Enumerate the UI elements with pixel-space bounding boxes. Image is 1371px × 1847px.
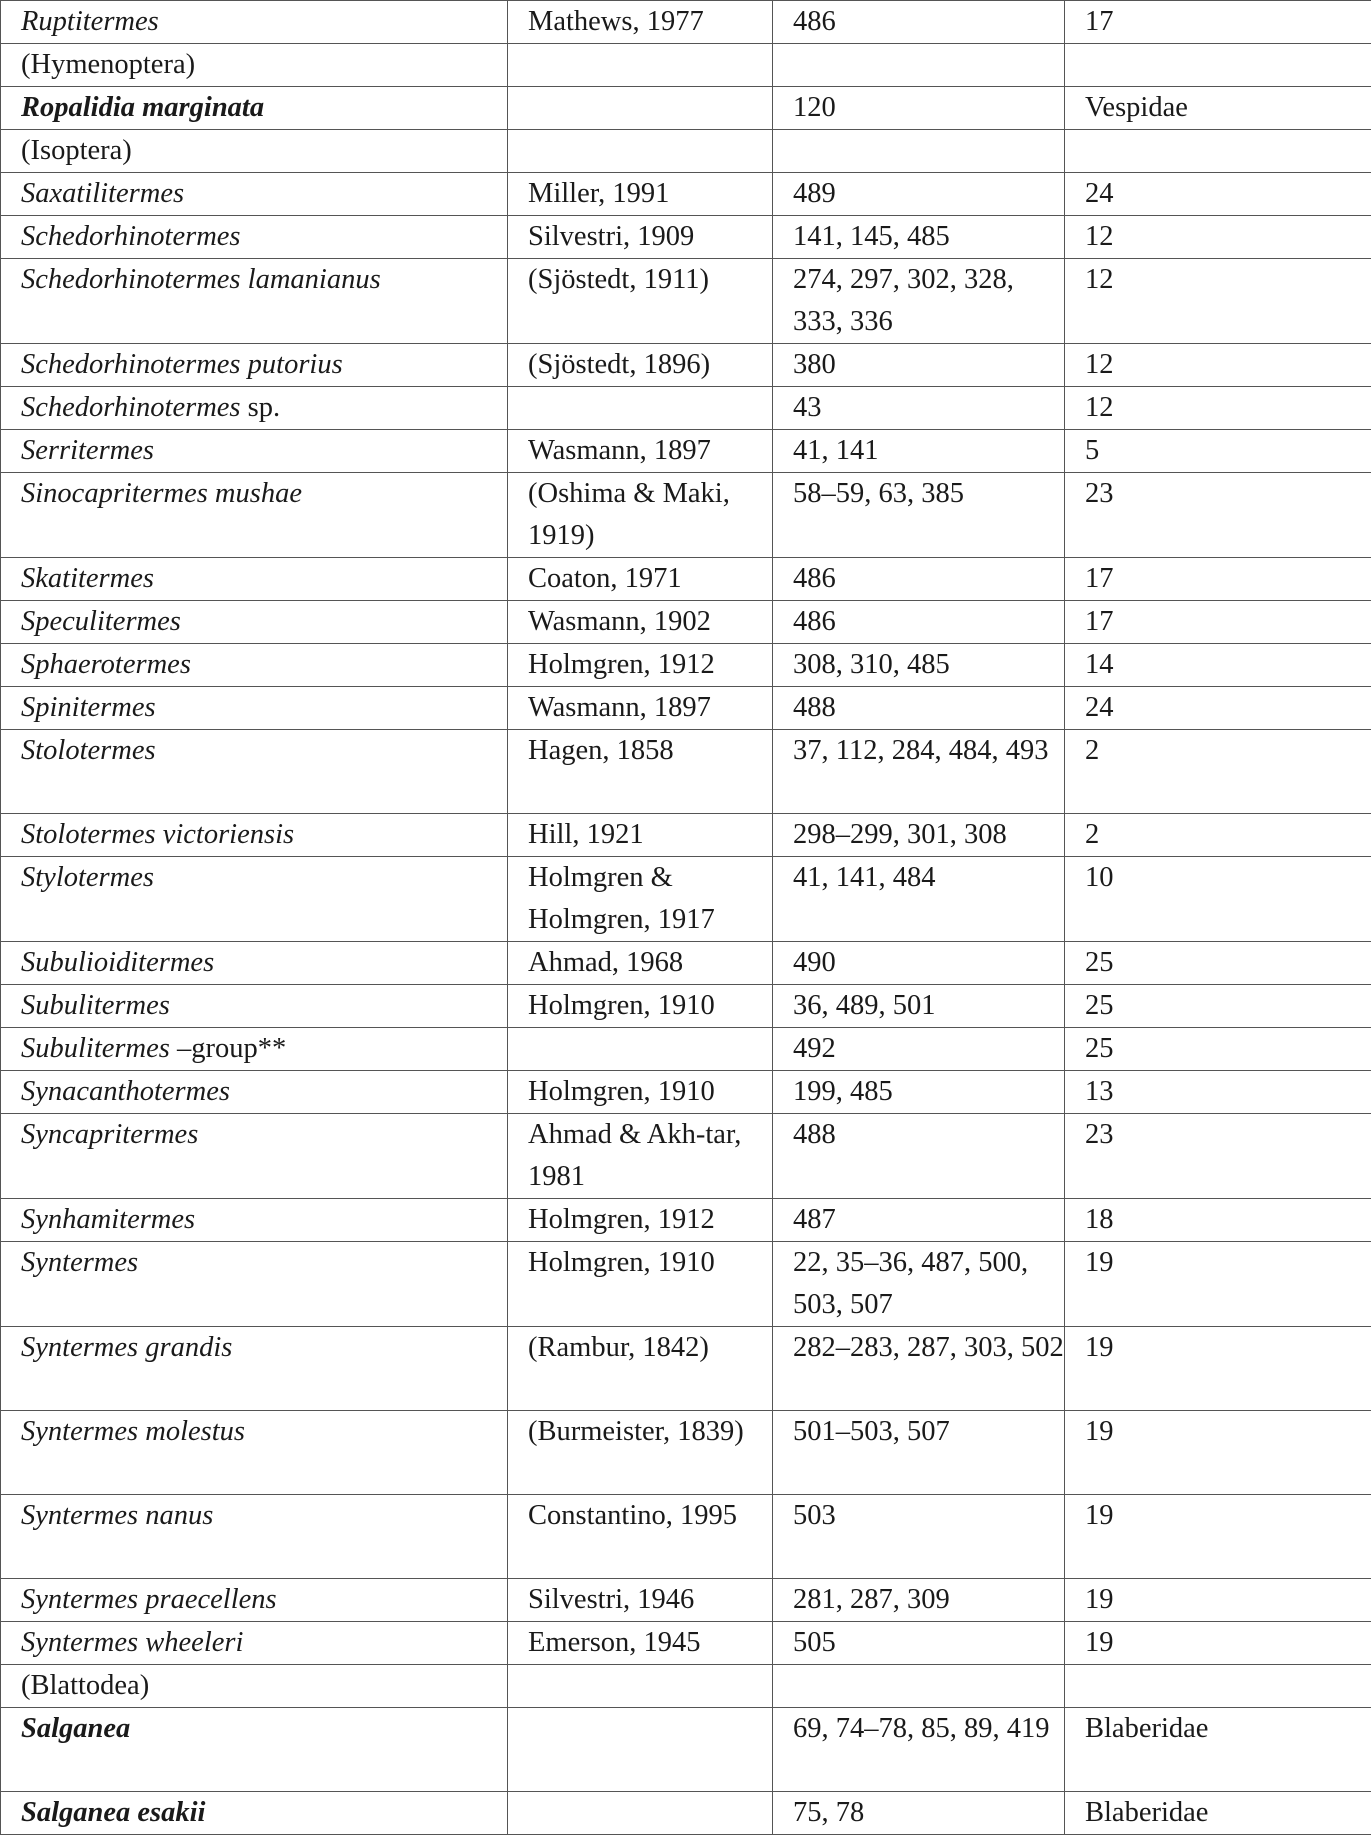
taxon-cell — [1, 1622, 508, 1665]
taxon-name: Salganea — [21, 1713, 131, 1744]
table-row — [1, 687, 1371, 730]
pages-cell: 486 — [773, 1, 1065, 44]
pages-cell: 298–299, 301, 308 — [773, 814, 1065, 857]
table-row — [1, 1495, 1371, 1579]
table-body — [1, 1, 1371, 1835]
reference-cell: 24 — [1065, 687, 1371, 730]
taxon-cell — [1, 814, 508, 857]
taxon-cell — [1, 1411, 508, 1495]
reference-cell: 12 — [1065, 259, 1371, 344]
reference-cell: 12 — [1065, 216, 1371, 259]
pages-cell: 492 — [773, 1028, 1065, 1071]
pages-cell — [773, 1665, 1065, 1708]
authority-cell — [508, 1792, 773, 1835]
table-row — [1, 430, 1371, 473]
taxon-cell — [1, 344, 508, 387]
taxon-name: Schedorhinotermes lamanianus — [21, 264, 381, 295]
authority-cell: (Sjöstedt, 1896) — [508, 344, 773, 387]
taxon-cell — [1, 430, 508, 473]
reference-cell: 18 — [1065, 1199, 1371, 1242]
reference-cell: 23 — [1065, 473, 1371, 558]
taxon-cell — [1, 1028, 508, 1071]
taxon-cell — [1, 1199, 508, 1242]
taxon-name: Schedorhinotermes — [21, 221, 241, 252]
authority-cell: Mathews, 1977 — [508, 1, 773, 44]
authority-cell — [508, 130, 773, 173]
reference-cell: 5 — [1065, 430, 1371, 473]
pages-cell: 487 — [773, 1199, 1065, 1242]
reference-cell: 10 — [1065, 857, 1371, 942]
taxon-name: Salganea esakii — [21, 1797, 206, 1828]
taxon-cell — [1, 1, 508, 44]
reference-cell — [1065, 44, 1371, 87]
taxon-cell — [1, 87, 508, 130]
taxon-name: Skatitermes — [21, 563, 154, 594]
taxon-suffix: –group** — [169, 1033, 287, 1064]
taxon-cell — [1, 1114, 508, 1199]
reference-cell: 25 — [1065, 942, 1371, 985]
table-row — [1, 730, 1371, 814]
authority-cell — [508, 1665, 773, 1708]
reference-cell: Blaberidae — [1065, 1792, 1371, 1835]
reference-cell: 25 — [1065, 1028, 1371, 1071]
reference-cell: Vespidae — [1065, 87, 1371, 130]
reference-cell: 19 — [1065, 1411, 1371, 1495]
taxon-name: Schedorhinotermes — [21, 392, 241, 423]
reference-cell: 25 — [1065, 985, 1371, 1028]
taxon-cell — [1, 1708, 508, 1792]
table-row — [1, 387, 1371, 430]
reference-cell: 19 — [1065, 1579, 1371, 1622]
pages-cell: 282–283, 287, 303, 502 — [773, 1327, 1065, 1411]
pages-cell: 41, 141, 484 — [773, 857, 1065, 942]
table-row — [1, 216, 1371, 259]
taxon-name: Synhamitermes — [21, 1204, 196, 1235]
pages-cell: 488 — [773, 1114, 1065, 1199]
pages-cell: 120 — [773, 87, 1065, 130]
taxon-name: Sphaerotermes — [21, 649, 191, 680]
pages-cell: 22, 35–36, 487, 500, 503, 507 — [773, 1242, 1065, 1327]
table-row — [1, 130, 1371, 173]
authority-cell: Wasmann, 1902 — [508, 601, 773, 644]
pages-cell: 503 — [773, 1495, 1065, 1579]
reference-cell: 17 — [1065, 558, 1371, 601]
table-row — [1, 344, 1371, 387]
authority-cell: Miller, 1991 — [508, 173, 773, 216]
table-row — [1, 814, 1371, 857]
pages-cell: 490 — [773, 942, 1065, 985]
taxon-name: Stolotermes victoriensis — [21, 819, 295, 850]
pages-cell: 37, 112, 284, 484, 493 — [773, 730, 1065, 814]
pages-cell: 75, 78 — [773, 1792, 1065, 1835]
table-row — [1, 1114, 1371, 1199]
table-row — [1, 1327, 1371, 1411]
table-row — [1, 1411, 1371, 1495]
taxon-name: Syntermes grandis — [21, 1332, 233, 1363]
authority-cell — [508, 387, 773, 430]
pages-cell: 501–503, 507 — [773, 1411, 1065, 1495]
authority-cell: (Sjöstedt, 1911) — [508, 259, 773, 344]
taxon-name: Synacanthotermes — [21, 1076, 230, 1107]
pages-cell — [773, 44, 1065, 87]
taxon-name: Syncapritermes — [21, 1119, 199, 1150]
table-row — [1, 473, 1371, 558]
taxon-name: Ruptitermes — [21, 6, 159, 37]
taxon-cell — [1, 216, 508, 259]
taxon-cell — [1, 1579, 508, 1622]
table-row — [1, 87, 1371, 130]
table-row — [1, 601, 1371, 644]
taxon-name: Stylotermes — [21, 862, 154, 893]
pages-cell: 281, 287, 309 — [773, 1579, 1065, 1622]
authority-cell: Silvestri, 1909 — [508, 216, 773, 259]
authority-cell: Wasmann, 1897 — [508, 430, 773, 473]
table-row — [1, 558, 1371, 601]
taxon-cell — [1, 1242, 508, 1327]
taxon-name: Syntermes — [21, 1247, 139, 1278]
reference-cell: 19 — [1065, 1622, 1371, 1665]
pages-cell: 199, 485 — [773, 1071, 1065, 1114]
reference-cell: Blaberidae — [1065, 1708, 1371, 1792]
taxon-name: Saxatilitermes — [21, 178, 185, 209]
taxon-cell — [1, 1665, 508, 1708]
reference-cell — [1065, 1665, 1371, 1708]
reference-cell: 19 — [1065, 1495, 1371, 1579]
authority-cell: Holmgren & Holmgren, 1917 — [508, 857, 773, 942]
authority-cell: (Burmeister, 1839) — [508, 1411, 773, 1495]
pages-cell: 505 — [773, 1622, 1065, 1665]
table-row — [1, 259, 1371, 344]
table-row — [1, 173, 1371, 216]
authority-cell: Holmgren, 1912 — [508, 1199, 773, 1242]
authority-cell: Constantino, 1995 — [508, 1495, 773, 1579]
authority-cell: Holmgren, 1910 — [508, 1071, 773, 1114]
authority-cell — [508, 1028, 773, 1071]
taxon-name: Syntermes nanus — [21, 1500, 214, 1531]
pages-cell: 36, 489, 501 — [773, 985, 1065, 1028]
taxon-name: (Blattodea) — [21, 1670, 150, 1701]
taxon-suffix: sp. — [240, 392, 281, 423]
taxon-cell — [1, 130, 508, 173]
taxon-name: Sinocapritermes mushae — [21, 478, 303, 509]
taxon-name: Speculitermes — [21, 606, 181, 637]
taxon-name: Subulioiditermes — [21, 947, 215, 978]
authority-cell: Wasmann, 1897 — [508, 687, 773, 730]
taxon-name: Syntermes wheeleri — [21, 1627, 244, 1658]
pages-cell — [773, 130, 1065, 173]
authority-cell — [508, 1708, 773, 1792]
table-row — [1, 857, 1371, 942]
reference-cell: 24 — [1065, 173, 1371, 216]
taxon-name: Subulitermes — [21, 1033, 170, 1064]
taxon-cell — [1, 1071, 508, 1114]
taxon-name: Schedorhinotermes putorius — [21, 349, 343, 380]
taxon-cell — [1, 44, 508, 87]
pages-cell: 58–59, 63, 385 — [773, 473, 1065, 558]
authority-cell: Ahmad, 1968 — [508, 942, 773, 985]
pages-cell: 380 — [773, 344, 1065, 387]
taxon-name: Ropalidia marginata — [21, 92, 265, 123]
pages-cell: 69, 74–78, 85, 89, 419 — [773, 1708, 1065, 1792]
reference-cell: 13 — [1065, 1071, 1371, 1114]
pages-cell: 43 — [773, 387, 1065, 430]
pages-cell: 141, 145, 485 — [773, 216, 1065, 259]
taxon-name: Syntermes molestus — [21, 1416, 246, 1447]
reference-cell: 19 — [1065, 1327, 1371, 1411]
authority-cell: (Rambur, 1842) — [508, 1327, 773, 1411]
pages-cell: 486 — [773, 601, 1065, 644]
taxon-cell — [1, 857, 508, 942]
taxon-name: Serritermes — [21, 435, 154, 466]
table-row — [1, 1792, 1371, 1835]
authority-cell: Holmgren, 1910 — [508, 985, 773, 1028]
taxon-name: (Isoptera) — [21, 135, 132, 166]
reference-cell: 12 — [1065, 344, 1371, 387]
table-row — [1, 1028, 1371, 1071]
table-row — [1, 1622, 1371, 1665]
authority-cell — [508, 87, 773, 130]
reference-cell: 19 — [1065, 1242, 1371, 1327]
taxon-cell — [1, 173, 508, 216]
pages-cell: 308, 310, 485 — [773, 644, 1065, 687]
table-row — [1, 1071, 1371, 1114]
table-row — [1, 1665, 1371, 1708]
pages-cell: 274, 297, 302, 328, 333, 336 — [773, 259, 1065, 344]
reference-cell: 2 — [1065, 730, 1371, 814]
reference-cell: 14 — [1065, 644, 1371, 687]
authority-cell: Emerson, 1945 — [508, 1622, 773, 1665]
taxon-cell — [1, 730, 508, 814]
taxon-cell — [1, 1495, 508, 1579]
pages-cell: 486 — [773, 558, 1065, 601]
authority-cell: Silvestri, 1946 — [508, 1579, 773, 1622]
table-row — [1, 1199, 1371, 1242]
table-row — [1, 44, 1371, 87]
table-row — [1, 1, 1371, 44]
authority-cell: Hill, 1921 — [508, 814, 773, 857]
reference-cell: 17 — [1065, 1, 1371, 44]
table-row — [1, 1579, 1371, 1622]
authority-cell: Ahmad & Akh-tar, 1981 — [508, 1114, 773, 1199]
table-row — [1, 985, 1371, 1028]
reference-cell: 23 — [1065, 1114, 1371, 1199]
authority-cell: Hagen, 1858 — [508, 730, 773, 814]
reference-cell: 12 — [1065, 387, 1371, 430]
taxon-cell — [1, 687, 508, 730]
authority-cell: (Oshima & Maki, 1919) — [508, 473, 773, 558]
reference-cell: 17 — [1065, 601, 1371, 644]
taxon-cell — [1, 558, 508, 601]
authority-cell: Holmgren, 1910 — [508, 1242, 773, 1327]
authority-cell — [508, 44, 773, 87]
taxon-name: Spinitermes — [21, 692, 156, 723]
reference-cell: 2 — [1065, 814, 1371, 857]
taxon-cell — [1, 473, 508, 558]
pages-cell: 489 — [773, 173, 1065, 216]
table-row — [1, 1708, 1371, 1792]
taxon-cell — [1, 942, 508, 985]
taxon-cell — [1, 1792, 508, 1835]
taxon-name: Syntermes praecellens — [21, 1584, 277, 1615]
taxon-cell — [1, 601, 508, 644]
table-row — [1, 644, 1371, 687]
authority-cell: Holmgren, 1912 — [508, 644, 773, 687]
pages-cell: 488 — [773, 687, 1065, 730]
authority-cell: Coaton, 1971 — [508, 558, 773, 601]
table-row — [1, 942, 1371, 985]
taxon-cell — [1, 387, 508, 430]
pages-cell: 41, 141 — [773, 430, 1065, 473]
taxon-cell — [1, 259, 508, 344]
table-row — [1, 1242, 1371, 1327]
taxon-name: (Hymenoptera) — [21, 49, 196, 80]
taxon-cell — [1, 1327, 508, 1411]
taxon-name: Subulitermes — [21, 990, 170, 1021]
taxon-cell — [1, 985, 508, 1028]
reference-cell — [1065, 130, 1371, 173]
taxon-name: Stolotermes — [21, 735, 156, 766]
taxon-cell — [1, 644, 508, 687]
